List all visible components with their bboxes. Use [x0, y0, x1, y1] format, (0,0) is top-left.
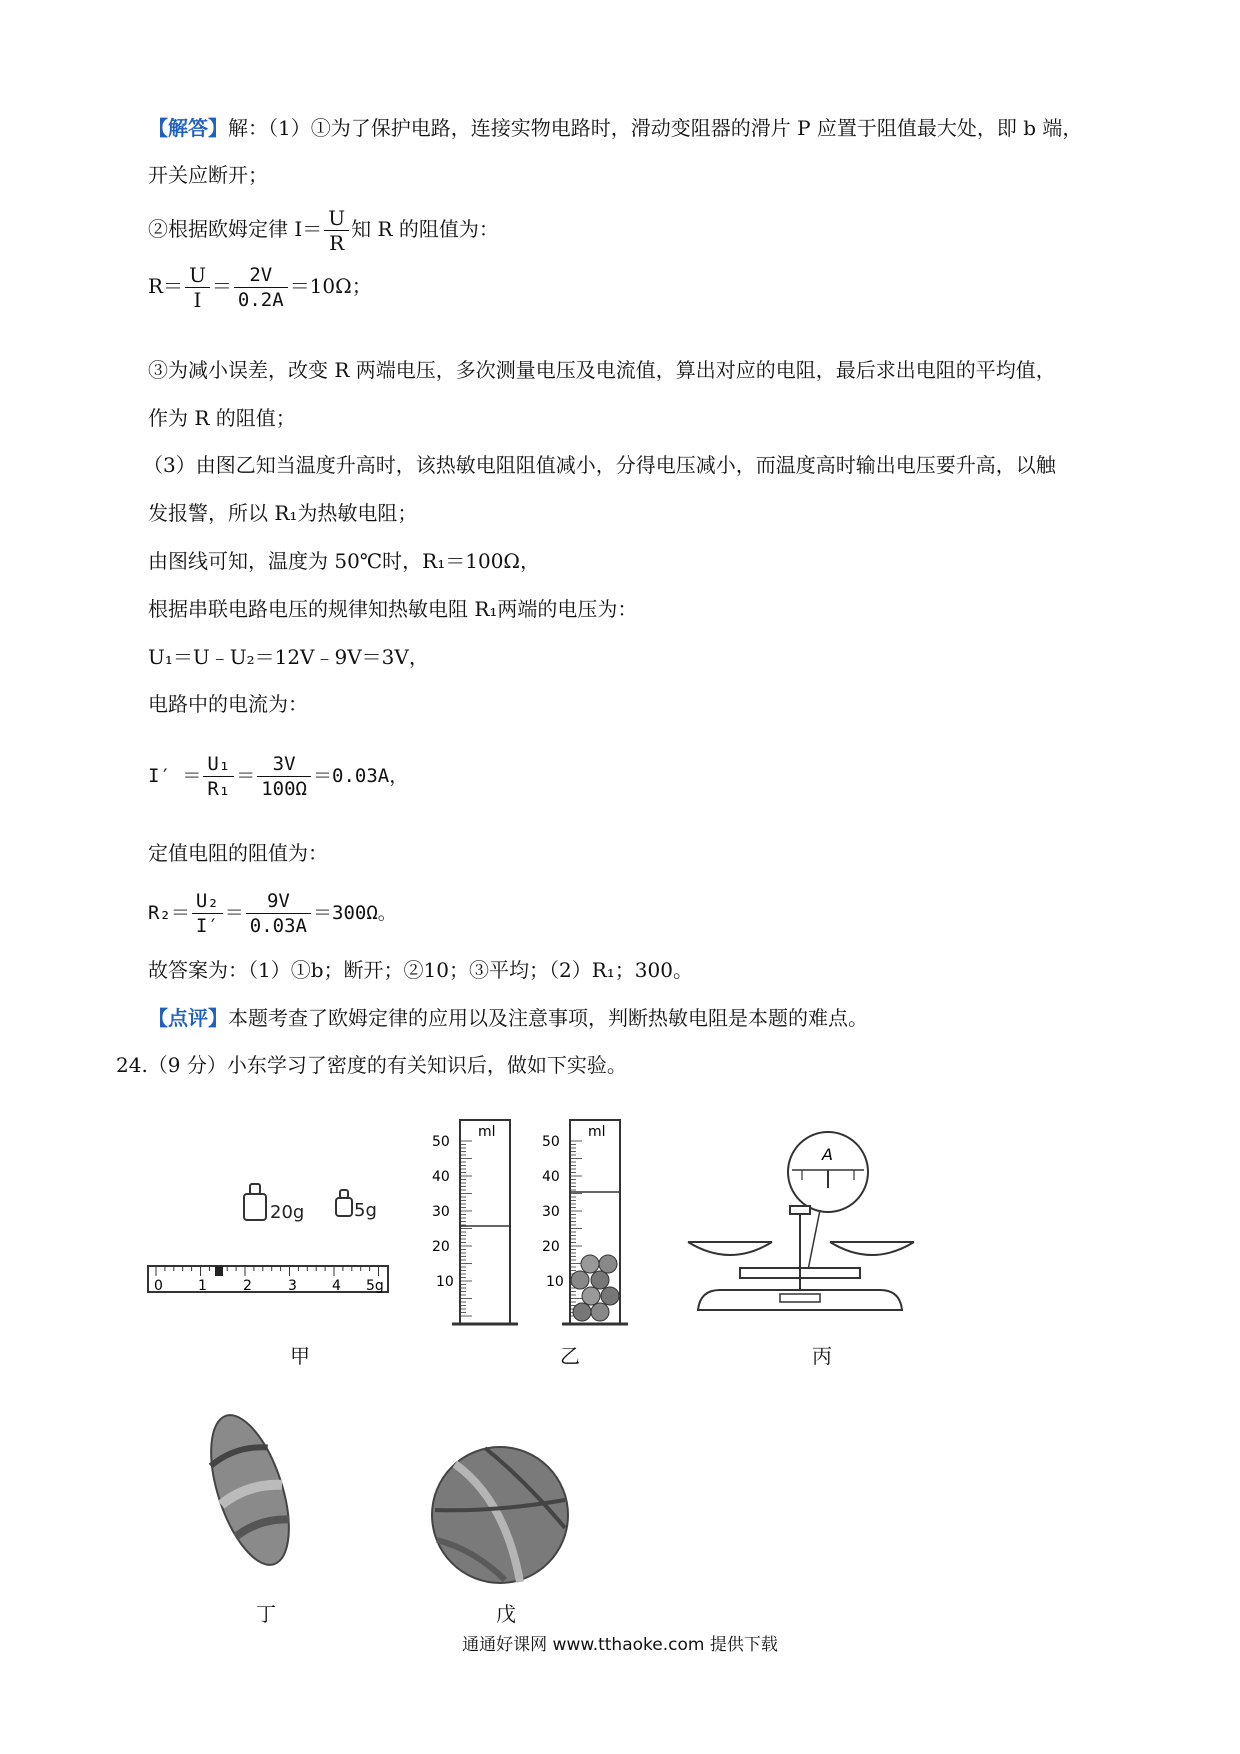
u1-line: U₁＝U﹣U₂＝12V﹣9V＝3V， [148, 645, 429, 669]
i-frac2-num: 3V [257, 752, 311, 777]
r-suffix: ＝10Ω； [289, 274, 372, 298]
current-equation-line [148, 748, 408, 804]
r-fraction-1 [185, 263, 210, 312]
weight-20g-label: 20g [270, 1202, 305, 1223]
solution-tag: 【解答】 [148, 116, 228, 140]
r2-frac2-den: 0.03A [249, 915, 307, 937]
balance-scale-icon [688, 1206, 914, 1310]
r2-prefix: R₂＝ [148, 902, 190, 924]
r-equation-line [148, 260, 372, 312]
i-frac2-den: 100Ω [261, 778, 307, 800]
r2-fraction-2 [246, 889, 311, 938]
r-frac1-den: I [193, 288, 202, 312]
r2-equation-line [148, 885, 397, 941]
i-prefix: I′ ＝ [148, 765, 202, 787]
figure-wu [425, 1440, 575, 1590]
left-tick-10: 10 [436, 1274, 454, 1290]
r-frac2-den: 0.2A [237, 289, 284, 311]
right-tick-20: 20 [542, 1239, 560, 1255]
basketball-icon [432, 1447, 568, 1583]
fixed-resistor-label: 定值电阻的阻值为： [148, 841, 328, 865]
series-line: 根据串联电路电压的规律知热敏电阻 R₁两端的电压为： [148, 597, 638, 621]
figure-yi [430, 1108, 630, 1333]
question-24: 24.（9 分）小东学习了密度的有关知识后，做如下实验。 [116, 1053, 627, 1077]
i-fraction-1 [203, 752, 234, 801]
left-tick-30: 30 [432, 1204, 450, 1220]
r2-suffix: ＝300Ω。 [313, 902, 397, 924]
figure-bing-label: 丙 [812, 1344, 832, 1368]
rugby-ball-icon [195, 1406, 304, 1574]
r2-fraction-1 [192, 889, 223, 938]
ohm-suffix: 知 R 的阻值为： [351, 217, 499, 241]
figure-ding-label: 丁 [256, 1602, 276, 1626]
magnifier-marker-a: A [822, 1145, 833, 1164]
cylinder-left [432, 1120, 518, 1324]
weight-5g-icon [336, 1190, 352, 1216]
right-tick-40: 40 [542, 1169, 560, 1185]
r-frac2-num: 2V [234, 263, 288, 288]
cylinder-right [542, 1120, 628, 1324]
cylinder-right-unit: ml [588, 1124, 606, 1140]
step3-line-a: ③为减小误差，改变 R 两端电压，多次测量电压及电流值，算出对应的电阻，最后求出电阻的平均值， [148, 358, 1056, 382]
figure-wu-label: 戊 [496, 1602, 516, 1626]
graph-line: 由图线可知，温度为 50℃时，R₁＝100Ω， [148, 549, 541, 573]
i-fraction-2 [257, 752, 311, 801]
ruler-label-4: 4 [332, 1278, 341, 1294]
ruler-slider [215, 1266, 223, 1276]
solution-line-2: 开关应断开； [148, 163, 268, 187]
figure-bing [680, 1130, 930, 1330]
current-label: 电路中的电流为： [148, 692, 308, 716]
i-frac1-num: U₁ [203, 752, 234, 777]
final-answer: 故答案为：（1）①b；断开；②10；③平均；（2）R₁；300。 [148, 958, 693, 982]
page-footer: 通通好课网 www.tthaoke.com 提供下载 [462, 1635, 778, 1655]
ruler-label-5g: 5g [366, 1278, 384, 1294]
figure-yi-label: 乙 [560, 1344, 580, 1368]
ohm-fraction [324, 206, 349, 255]
r2-frac1-num: U₂ [192, 889, 223, 914]
left-tick-40: 40 [432, 1169, 450, 1185]
r-prefix: R＝ [148, 274, 184, 298]
r-frac1-num: U [185, 263, 210, 288]
cylinder-left-unit: ml [478, 1124, 496, 1140]
r-eq: ＝ [211, 274, 232, 298]
i-frac1-den: R₁ [207, 778, 231, 800]
right-tick-10: 10 [546, 1274, 564, 1290]
comment-line [148, 1005, 868, 1031]
solution-lead-text: 解：（1）①为了保护电路，连接实物电路时，滑动变阻器的滑片 P 应置于阻值最大处，即 b 端， [228, 116, 1083, 140]
i-suffix: ＝0.03A， [313, 765, 409, 787]
i-eq: ＝ [236, 765, 256, 787]
part3-line-b: 发报警，所以 R₁为热敏电阻； [148, 501, 418, 525]
right-tick-30: 30 [542, 1204, 560, 1220]
figure-jia [140, 1150, 400, 1310]
solution-lead-line [148, 115, 1082, 141]
ruler-label-3: 3 [288, 1278, 297, 1294]
figure-ding [195, 1405, 305, 1575]
weight-20g-icon [244, 1184, 266, 1220]
comment-tag: 【点评】 [148, 1006, 228, 1030]
ohm-law-line [148, 203, 499, 255]
weight-5g-label: 5g [354, 1200, 377, 1221]
comment-text: 本题考查了欧姆定律的应用以及注意事项，判断热敏电阻是本题的难点。 [228, 1006, 868, 1030]
ohm-num: U [324, 206, 349, 231]
left-tick-20: 20 [432, 1239, 450, 1255]
left-tick-50: 50 [432, 1134, 450, 1150]
figure-jia-label: 甲 [290, 1344, 310, 1368]
r-fraction-2 [234, 263, 288, 312]
ohm-prefix: ②根据欧姆定律 I＝ [148, 217, 323, 241]
r2-frac2-num: 9V [246, 889, 311, 914]
ruler-label-0: 0 [154, 1278, 163, 1294]
right-tick-50: 50 [542, 1134, 560, 1150]
r2-eq: ＝ [224, 902, 244, 924]
r2-frac1-den: I′ [195, 915, 219, 937]
step3-line-b: 作为 R 的阻值； [148, 406, 296, 430]
ohm-den: R [329, 231, 345, 255]
part3-line-a: （3）由图乙知当温度升高时，该热敏电阻阻值减小，分得电压减小，而温度高时输出电压要升高，以触 [143, 453, 1056, 477]
ruler-label-2: 2 [243, 1278, 252, 1294]
ruler-label-1: 1 [198, 1278, 207, 1294]
